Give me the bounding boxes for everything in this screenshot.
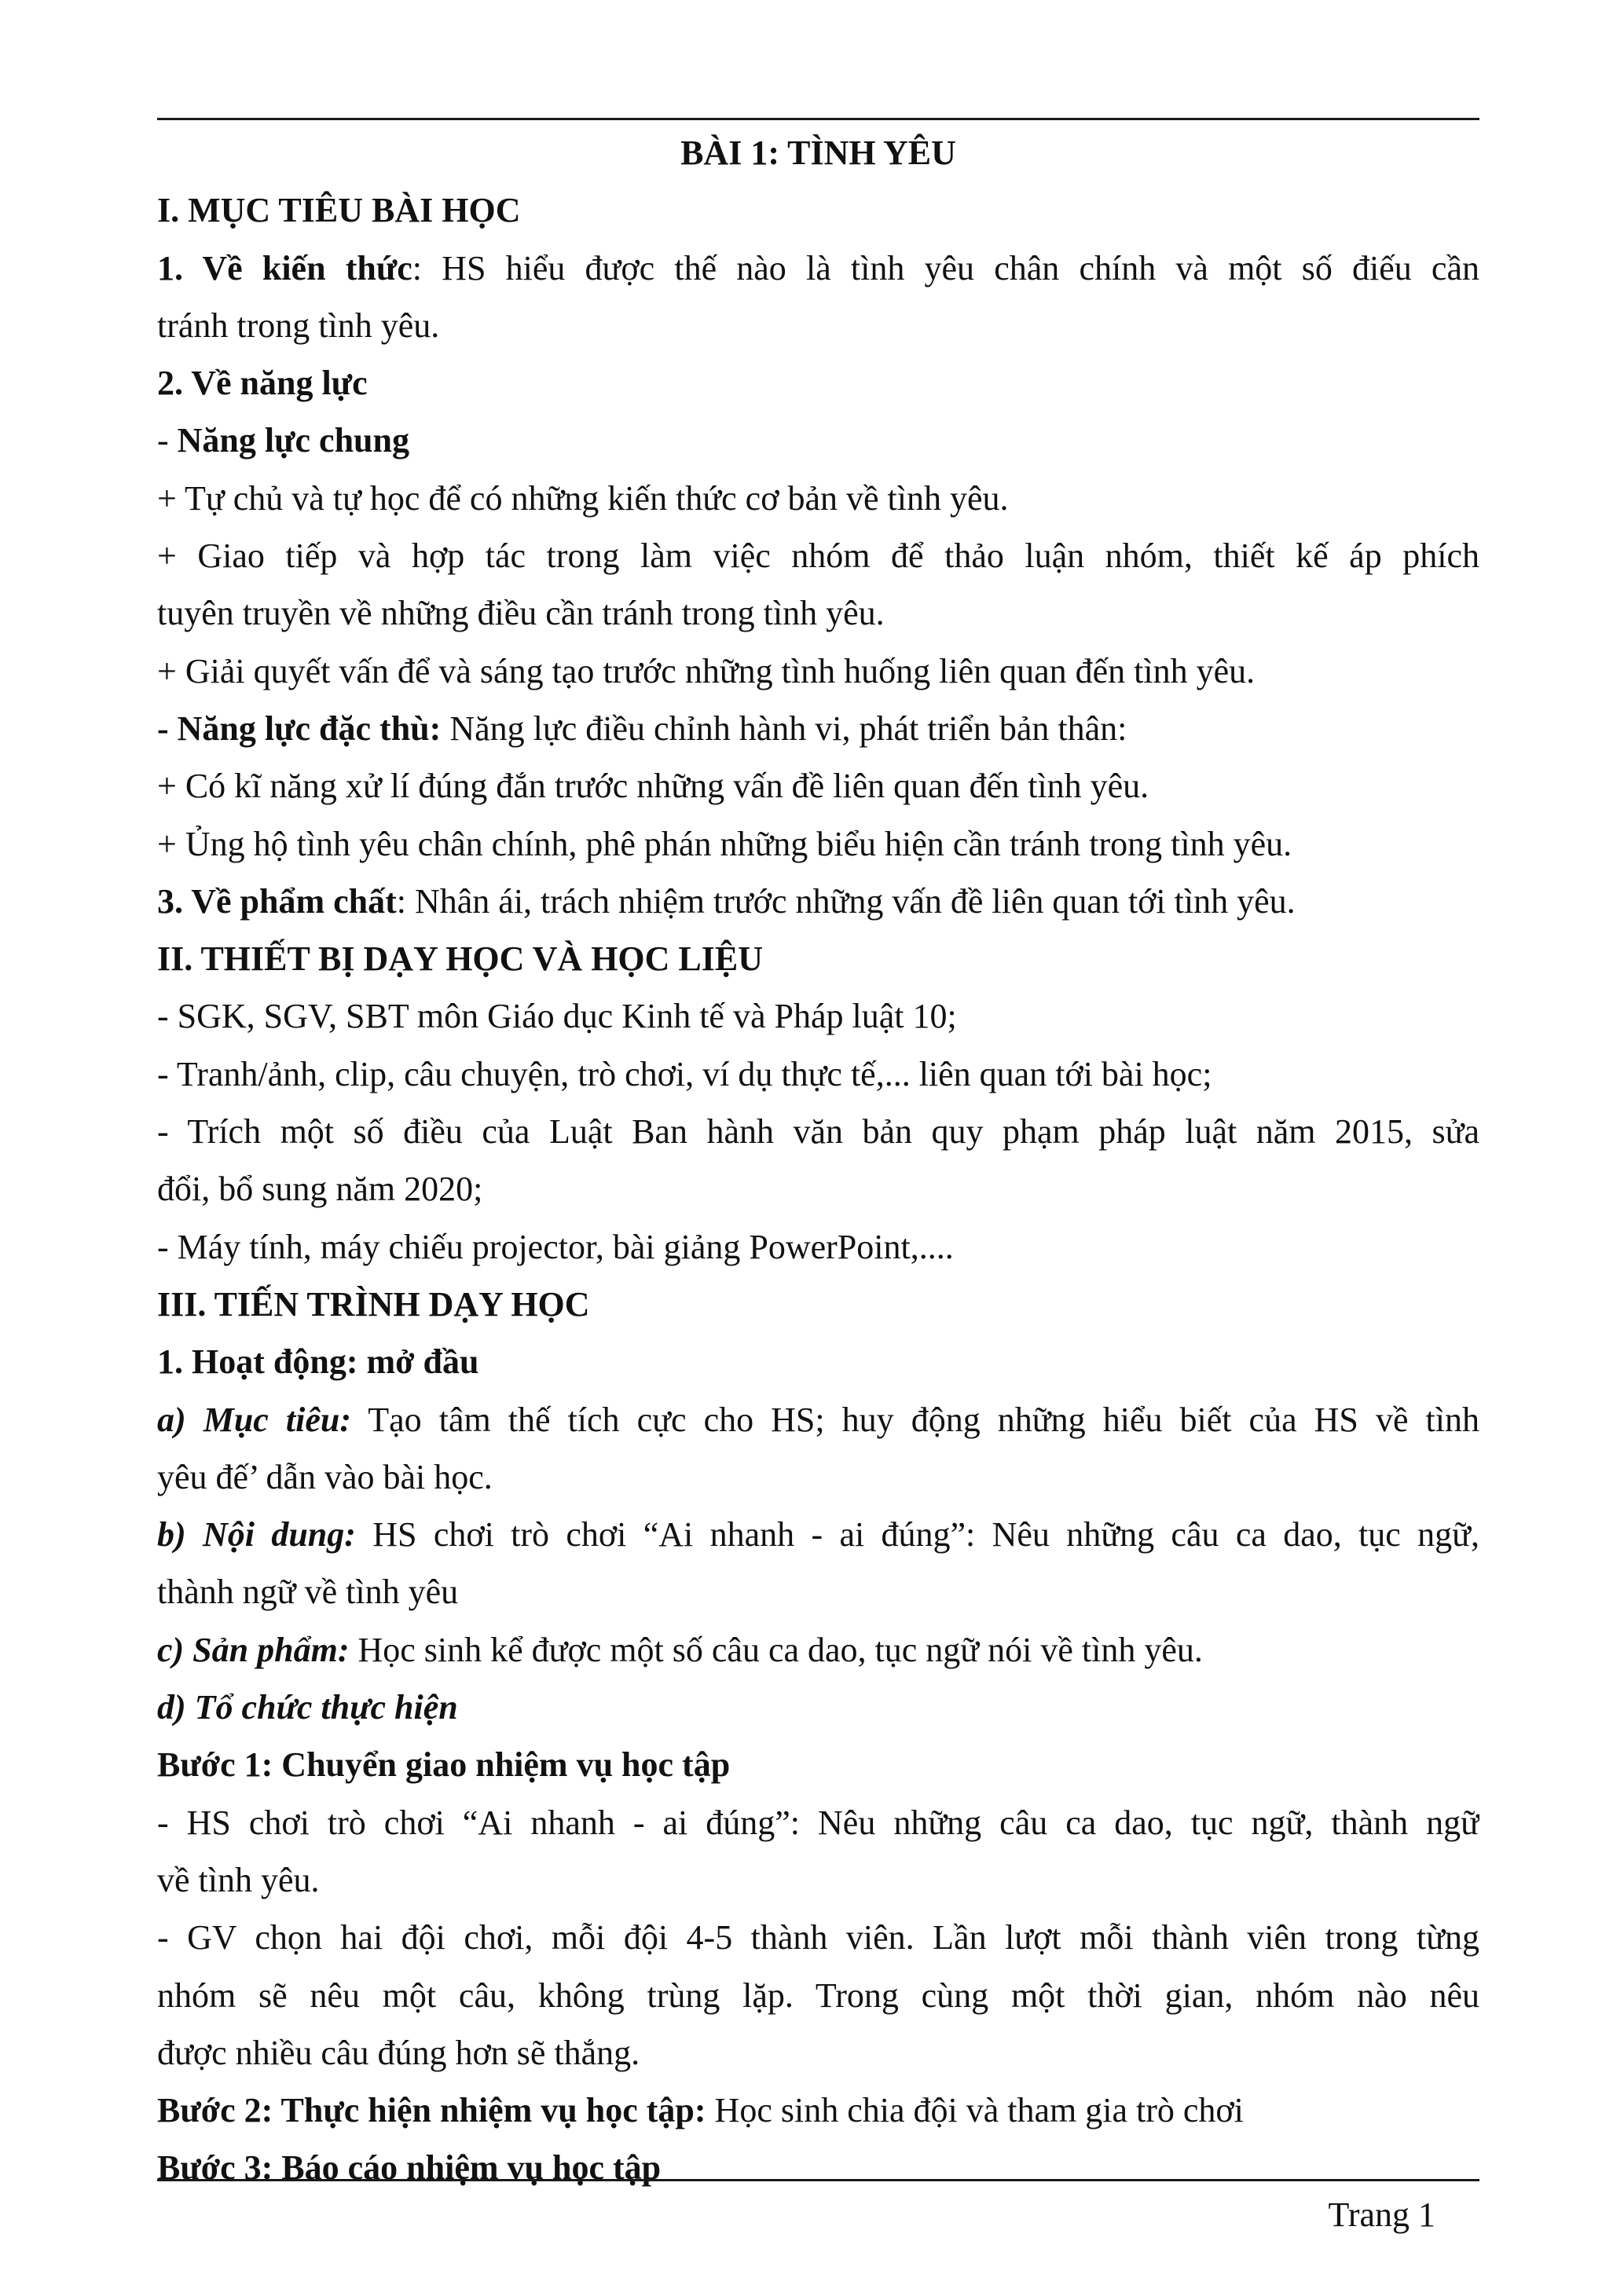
knowledge-text-cont: tránh trong tình yêu. bbox=[157, 306, 440, 345]
step1-text: - HS chơi trò chơi “Ai nhanh - ai đúng”: Nêu những câu ca dao, tục ngữ, thành ngữ bbox=[157, 1803, 1479, 1842]
product-label: c) Sản phẩm: bbox=[157, 1630, 350, 1669]
general-capacity-line: - Năng lực chung bbox=[157, 421, 410, 460]
goal-text-cont: yêu đế’ dẫn vào bài học. bbox=[157, 1457, 493, 1496]
content-label: b) Nội dung: bbox=[157, 1515, 356, 1554]
footer-rule bbox=[157, 2179, 1479, 2181]
knowledge-text: : HS hiểu được thế nào là tình yêu chân chính và một số điếu cần bbox=[412, 248, 1479, 287]
section-heading-process: III. TIẾN TRÌNH DẠY HỌC bbox=[157, 1284, 590, 1324]
step2-text: Học sinh chia đội và tham gia trò chơi bbox=[706, 2091, 1244, 2130]
step1-heading: Bước 1: Chuyển giao nhiệm vụ học tập bbox=[157, 1745, 731, 1785]
list-item: + Giao tiếp và hợp tác trong làm việc nhóm để thảo luận nhóm, thiết kế áp phích bbox=[157, 536, 1479, 576]
page-number: Trang 1 bbox=[1328, 2195, 1435, 2234]
list-item: + Tự chủ và tự học để có những kiến thức cơ bản về tình yêu. bbox=[157, 478, 1009, 518]
specific-capacity-label: - Năng lực đặc thù: bbox=[157, 709, 442, 748]
list-item: + Giải quyết vấn để và sáng tạo trước những tình huống liên quan đến tình yêu. bbox=[157, 651, 1256, 690]
step2-label: Bước 2: Thực hiện nhiệm vụ học tập: bbox=[157, 2091, 706, 2130]
general-capacity-label: Năng lực chung bbox=[177, 421, 410, 460]
specific-capacity-line bbox=[157, 700, 1479, 757]
list-item: - Máy tính, máy chiếu projector, bài giảng PowerPoint,.... bbox=[157, 1227, 954, 1266]
step1-text: về tình yêu. bbox=[157, 1860, 320, 1899]
quality-text: : Nhân ái, trách nhiệm trước những vấn đề liên quan tới tình yêu. bbox=[396, 881, 1296, 921]
goal-label: a) Mục tiêu: bbox=[157, 1400, 351, 1439]
product-text: Học sinh kể được một số câu ca dao, tục ngữ nói về tình yêu. bbox=[349, 1630, 1203, 1669]
knowledge-label: 1. Về kiến thức bbox=[157, 248, 412, 287]
knowledge-paragraph bbox=[157, 240, 1479, 297]
goal-paragraph bbox=[157, 1391, 1479, 1448]
header-rule bbox=[157, 118, 1479, 120]
step3-heading: Bước 3: Báo cáo nhiệm vụ học tập bbox=[157, 2148, 662, 2188]
specific-capacity-text: Năng lực điều chỉnh hành vi, phát triển bản thân: bbox=[441, 709, 1127, 748]
document-body bbox=[157, 124, 1479, 2197]
list-item: - Trích một số điều của Luật Ban hành văn bản quy phạm pháp luật năm 2015, sửa bbox=[157, 1112, 1479, 1152]
step1-text: được nhiều câu đúng hơn sẽ thắng. bbox=[157, 2033, 640, 2072]
content-text-cont: thành ngữ về tình yêu bbox=[157, 1573, 459, 1612]
section-heading-objectives: I. MỤC TIÊU BÀI HỌC bbox=[157, 191, 521, 230]
organization-heading: d) Tổ chức thực hiện bbox=[157, 1688, 458, 1727]
activity-heading: 1. Hoạt động: mở đầu bbox=[157, 1342, 479, 1382]
lesson-title: BÀI 1: TÌNH YÊU bbox=[680, 134, 956, 172]
step1-text: nhóm sẽ nêu một câu, không trùng lặp. Trong cùng một thời gian, nhóm nào nêu bbox=[157, 1976, 1479, 2015]
step2-line bbox=[157, 2082, 1479, 2139]
capacity-heading: 2. Về năng lực bbox=[157, 364, 368, 403]
step1-text: - GV chọn hai đội chơi, mỗi đội 4-5 thành viên. Lần lượt mỗi thành viên trong từng bbox=[157, 1918, 1479, 1957]
list-item: đổi, bổ sung năm 2020; bbox=[157, 1170, 483, 1209]
section-heading-equipment: II. THIẾT BỊ DẠY HỌC VÀ HỌC LIỆU bbox=[157, 939, 764, 979]
list-item: + Có kĩ năng xử lí đúng đắn trước những vấn đề liên quan đến tình yêu. bbox=[157, 767, 1149, 806]
content-text: HS chơi trò chơi “Ai nhanh - ai đúng”: Nêu những câu ca dao, tục ngữ, bbox=[355, 1515, 1479, 1554]
product-line bbox=[157, 1621, 1479, 1679]
list-item: tuyên truyền về những điều cần tránh trong tình yêu. bbox=[157, 594, 885, 633]
list-item: + Ủng hộ tình yêu chân chính, phê phán những biểu hiện cần tránh trong tình yêu. bbox=[157, 824, 1292, 863]
goal-text: Tạo tâm thế tích cực cho HS; huy động những hiểu biết của HS về tình bbox=[351, 1400, 1479, 1439]
quality-line bbox=[157, 873, 1479, 930]
quality-label: 3. Về phẩm chất bbox=[157, 881, 397, 921]
list-item: - SGK, SGV, SBT môn Giáo dục Kinh tế và Pháp luật 10; bbox=[157, 997, 957, 1036]
content-paragraph bbox=[157, 1506, 1479, 1563]
list-item: - Tranh/ảnh, clip, câu chuyện, trò chơi, ví dụ thực tế,... liên quan tới bài học; bbox=[157, 1054, 1212, 1093]
